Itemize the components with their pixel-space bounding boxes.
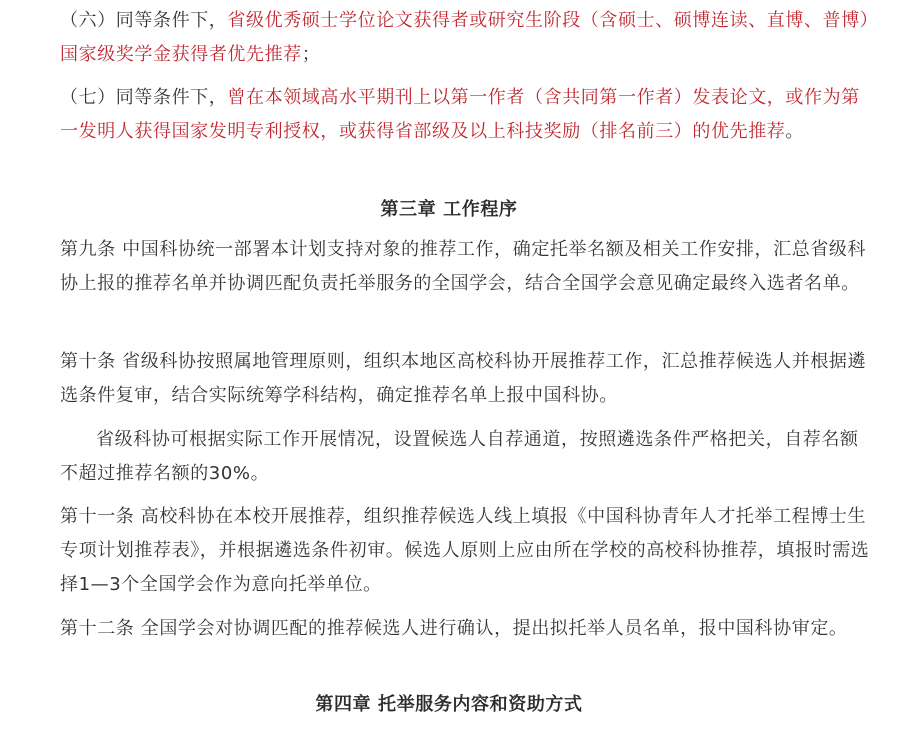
item-7-prefix: （七）同等条件下， (60, 87, 228, 108)
article-9: 第九条 中国科协统一部署本计划支持对象的推荐工作，确定托举名额及相关工作安排，汇总省级科协上报的推荐名单并协调匹配负责托举服务的全国学会，结合全国学会意见确定最终入选者名单。 (60, 239, 867, 294)
paragraph-item-7 (60, 81, 875, 149)
article-10: 第十条 省级科协按照属地管理原则，组织本地区高校科协开展推荐工作，汇总推荐候选人并根据遴选条件复审，结合实际统筹学科结构，确定推荐名单上报中国科协。 (60, 351, 867, 406)
paragraph-item-6 (60, 4, 875, 72)
item-7-highlight: 曾在本领域高水平期刊上以第一作者（含共同第一作者）发表论文，或作为第一发明人获得国家发明专利授权，或获得省部级及以上科技奖励（排名前三）的优先推荐 (60, 87, 860, 142)
chapter-3-title: 第三章 工作程序 (380, 199, 518, 220)
item-6-prefix: （六）同等条件下， (60, 10, 228, 31)
item-6-suffix: ； (301, 44, 321, 65)
item-6-highlight: 省级优秀硕士学位论文获得者或研究生阶段（含硕士、硕博连读、直博、普博）国家级奖学金获得者优先推荐 (60, 10, 870, 65)
item-7-suffix: 。 (785, 121, 805, 142)
chapter-4-title: 第四章 托举服务内容和资助方式 (315, 694, 583, 715)
article-12: 第十二条 全国学会对协调匹配的推荐候选人进行确认，提出拟托举人员名单，报中国科协审定。 (60, 618, 848, 639)
article-11: 第十一条 高校科协在本校开展推荐，组织推荐候选人线上填报《中国科协青年人才托举工程博士生专项计划推荐表》，并根据遴选条件初审。候选人原则上应由所在学校的高校科协推荐，填报时需选择1—3个全国学会作为意向托举单位。 (60, 506, 870, 595)
article-10-note: 省级科协可根据实际工作开展情况，设置候选人自荐通道，按照遴选条件严格把关，自荐名额不超过推荐名额的30%。 (60, 429, 859, 484)
